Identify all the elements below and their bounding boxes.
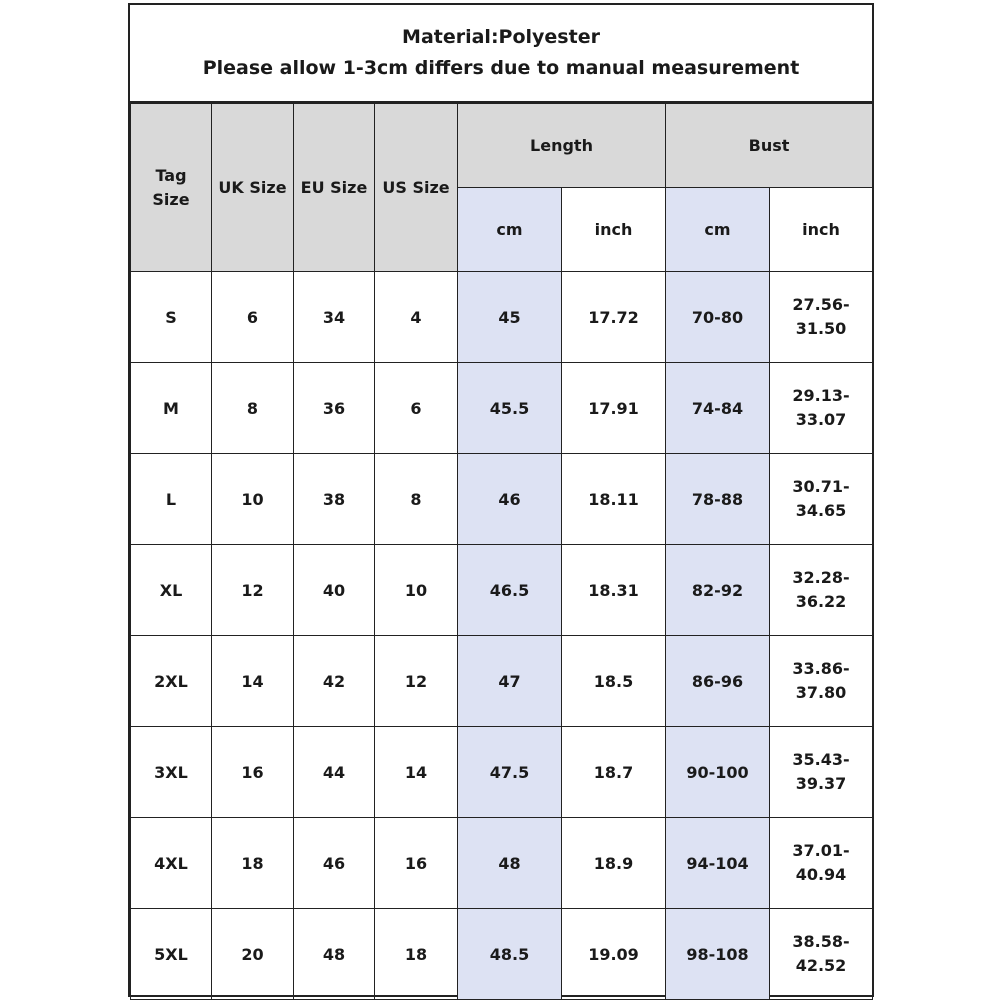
cell-us: 4 <box>375 272 458 363</box>
cell-length-inch: 18.5 <box>562 636 666 727</box>
cell-length-cm: 46.5 <box>458 545 562 636</box>
cell-tag: L <box>131 454 212 545</box>
cell-length-cm: 48 <box>458 818 562 909</box>
cell-bust-inch: 27.56- 31.50 <box>770 272 873 363</box>
cell-length-cm: 47 <box>458 636 562 727</box>
cell-tag: M <box>131 363 212 454</box>
size-table <box>130 103 873 1000</box>
cell-eu: 38 <box>294 454 375 545</box>
table-row <box>131 454 873 545</box>
cell-length-cm: 46 <box>458 454 562 545</box>
cell-length-inch: 18.7 <box>562 727 666 818</box>
cell-bust-cm: 98-108 <box>666 909 770 1000</box>
cell-bust-cm: 86-96 <box>666 636 770 727</box>
table-row <box>131 727 873 818</box>
cell-uk: 6 <box>212 272 294 363</box>
cell-length-cm: 45 <box>458 272 562 363</box>
cell-length-inch: 17.91 <box>562 363 666 454</box>
cell-bust-cm: 74-84 <box>666 363 770 454</box>
cell-length-inch: 18.31 <box>562 545 666 636</box>
cell-eu: 46 <box>294 818 375 909</box>
cell-us: 6 <box>375 363 458 454</box>
header-bust: Bust <box>666 104 873 188</box>
table-row <box>131 545 873 636</box>
table-row <box>131 363 873 454</box>
cell-uk: 16 <box>212 727 294 818</box>
cell-uk: 14 <box>212 636 294 727</box>
cell-us: 14 <box>375 727 458 818</box>
table-row <box>131 818 873 909</box>
table-row <box>131 909 873 1000</box>
header-tag-size: Tag Size <box>131 104 212 272</box>
size-chart <box>128 3 874 997</box>
cell-us: 10 <box>375 545 458 636</box>
cell-bust-inch: 37.01- 40.94 <box>770 818 873 909</box>
measurement-note: Please allow 1-3cm differs due to manual measurement <box>202 57 800 79</box>
cell-uk: 8 <box>212 363 294 454</box>
header-length-inch: inch <box>562 188 666 272</box>
header-row-top <box>131 104 873 188</box>
cell-length-inch: 17.72 <box>562 272 666 363</box>
cell-uk: 20 <box>212 909 294 1000</box>
cell-uk: 18 <box>212 818 294 909</box>
cell-tag: 4XL <box>131 818 212 909</box>
cell-bust-cm: 90-100 <box>666 727 770 818</box>
table-row <box>131 272 873 363</box>
cell-eu: 48 <box>294 909 375 1000</box>
cell-eu: 34 <box>294 272 375 363</box>
cell-us: 16 <box>375 818 458 909</box>
cell-bust-inch: 35.43- 39.37 <box>770 727 873 818</box>
cell-bust-inch: 38.58- 42.52 <box>770 909 873 1000</box>
cell-bust-cm: 82-92 <box>666 545 770 636</box>
cell-tag: 5XL <box>131 909 212 1000</box>
cell-bust-inch: 29.13- 33.07 <box>770 363 873 454</box>
header-us-size: US Size <box>375 104 458 272</box>
cell-tag: XL <box>131 545 212 636</box>
cell-bust-inch: 30.71- 34.65 <box>770 454 873 545</box>
cell-eu: 44 <box>294 727 375 818</box>
cell-bust-cm: 94-104 <box>666 818 770 909</box>
cell-uk: 10 <box>212 454 294 545</box>
cell-bust-inch: 33.86- 37.80 <box>770 636 873 727</box>
table-row <box>131 636 873 727</box>
cell-tag: S <box>131 272 212 363</box>
header-uk-size: UK Size <box>212 104 294 272</box>
header-length: Length <box>458 104 666 188</box>
cell-us: 18 <box>375 909 458 1000</box>
cell-tag: 2XL <box>131 636 212 727</box>
cell-tag: 3XL <box>131 727 212 818</box>
cell-eu: 42 <box>294 636 375 727</box>
cell-eu: 36 <box>294 363 375 454</box>
cell-length-cm: 48.5 <box>458 909 562 1000</box>
cell-length-inch: 18.9 <box>562 818 666 909</box>
cell-length-cm: 47.5 <box>458 727 562 818</box>
cell-us: 12 <box>375 636 458 727</box>
header-bust-inch: inch <box>770 188 873 272</box>
cell-bust-cm: 78-88 <box>666 454 770 545</box>
chart-title <box>130 5 872 103</box>
cell-length-inch: 19.09 <box>562 909 666 1000</box>
cell-length-inch: 18.11 <box>562 454 666 545</box>
header-length-cm: cm <box>458 188 562 272</box>
cell-bust-cm: 70-80 <box>666 272 770 363</box>
cell-uk: 12 <box>212 545 294 636</box>
header-eu-size: EU Size <box>294 104 375 272</box>
cell-bust-inch: 32.28- 36.22 <box>770 545 873 636</box>
cell-us: 8 <box>375 454 458 545</box>
cell-length-cm: 45.5 <box>458 363 562 454</box>
header-bust-cm: cm <box>666 188 770 272</box>
cell-eu: 40 <box>294 545 375 636</box>
material-line: Material:Polyester <box>402 26 600 48</box>
